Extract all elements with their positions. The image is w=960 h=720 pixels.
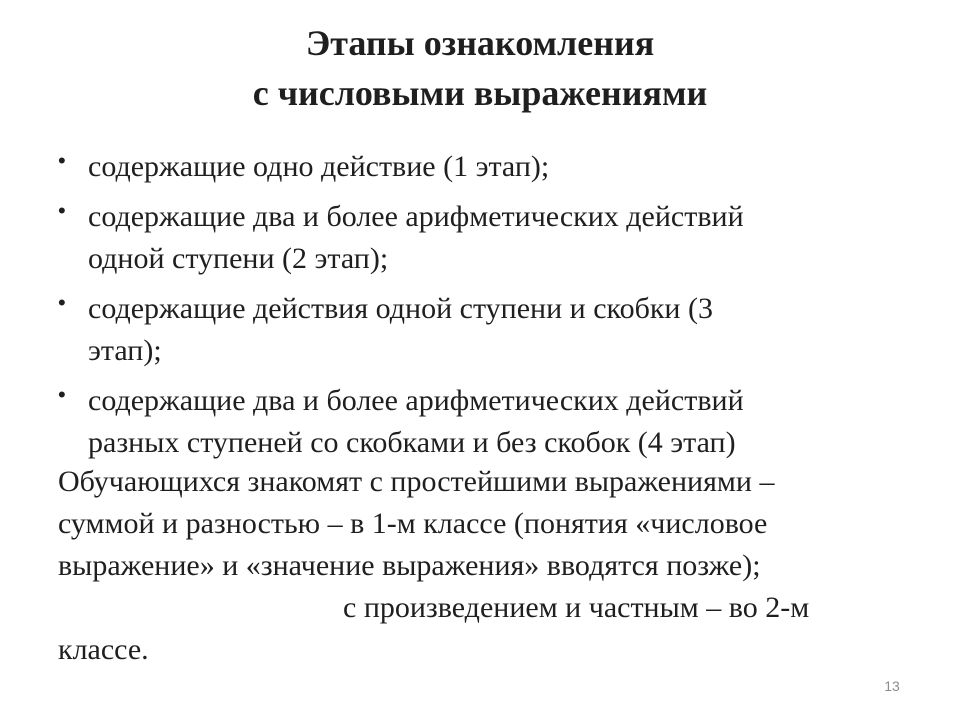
list-item-text-continuation: этап); — [88, 334, 162, 367]
paragraph-line-1: Обучающихся знакомят с простейшими выражениями – — [58, 465, 775, 498]
slide-title — [0, 18, 960, 118]
bullet-icon: • — [58, 290, 66, 315]
list-item-text: содержащие два и более арифметических действий — [88, 200, 744, 233]
description-paragraph — [58, 461, 908, 671]
list-item — [58, 380, 918, 464]
list-item-text-continuation: разных ступеней со скобками и без скобок (4 этап) — [88, 426, 736, 459]
list-item-text-continuation: одной ступени (2 этап); — [88, 242, 389, 275]
paragraph-line-2: суммой и разностью – в 1-м классе (понятия «числовое — [58, 507, 768, 540]
list-item — [58, 196, 918, 280]
paragraph-line-3: выражение» и «значение выражения» вводятся позже); — [58, 549, 761, 582]
bullet-icon: • — [58, 148, 66, 173]
bullet-icon: • — [58, 198, 66, 223]
list-item — [58, 146, 918, 188]
paragraph-line-5: классе. — [58, 633, 149, 666]
slide-title-line-1: Этапы ознакомления — [305, 23, 655, 63]
list-item-text: содержащие два и более арифметических действий — [88, 384, 744, 417]
slide-title-line-2: с числовыми выражениями — [252, 73, 708, 113]
list-item — [58, 288, 918, 372]
page-number: 13 — [884, 678, 900, 694]
stages-list — [58, 146, 918, 472]
list-item-text: содержащие действия одной ступени и скобки (3 — [88, 292, 713, 325]
bullet-icon: • — [58, 382, 66, 407]
paragraph-line-4: с произведением и частным – во 2-м — [343, 591, 810, 624]
list-item-text: содержащие одно действие (1 этап); — [88, 150, 550, 183]
